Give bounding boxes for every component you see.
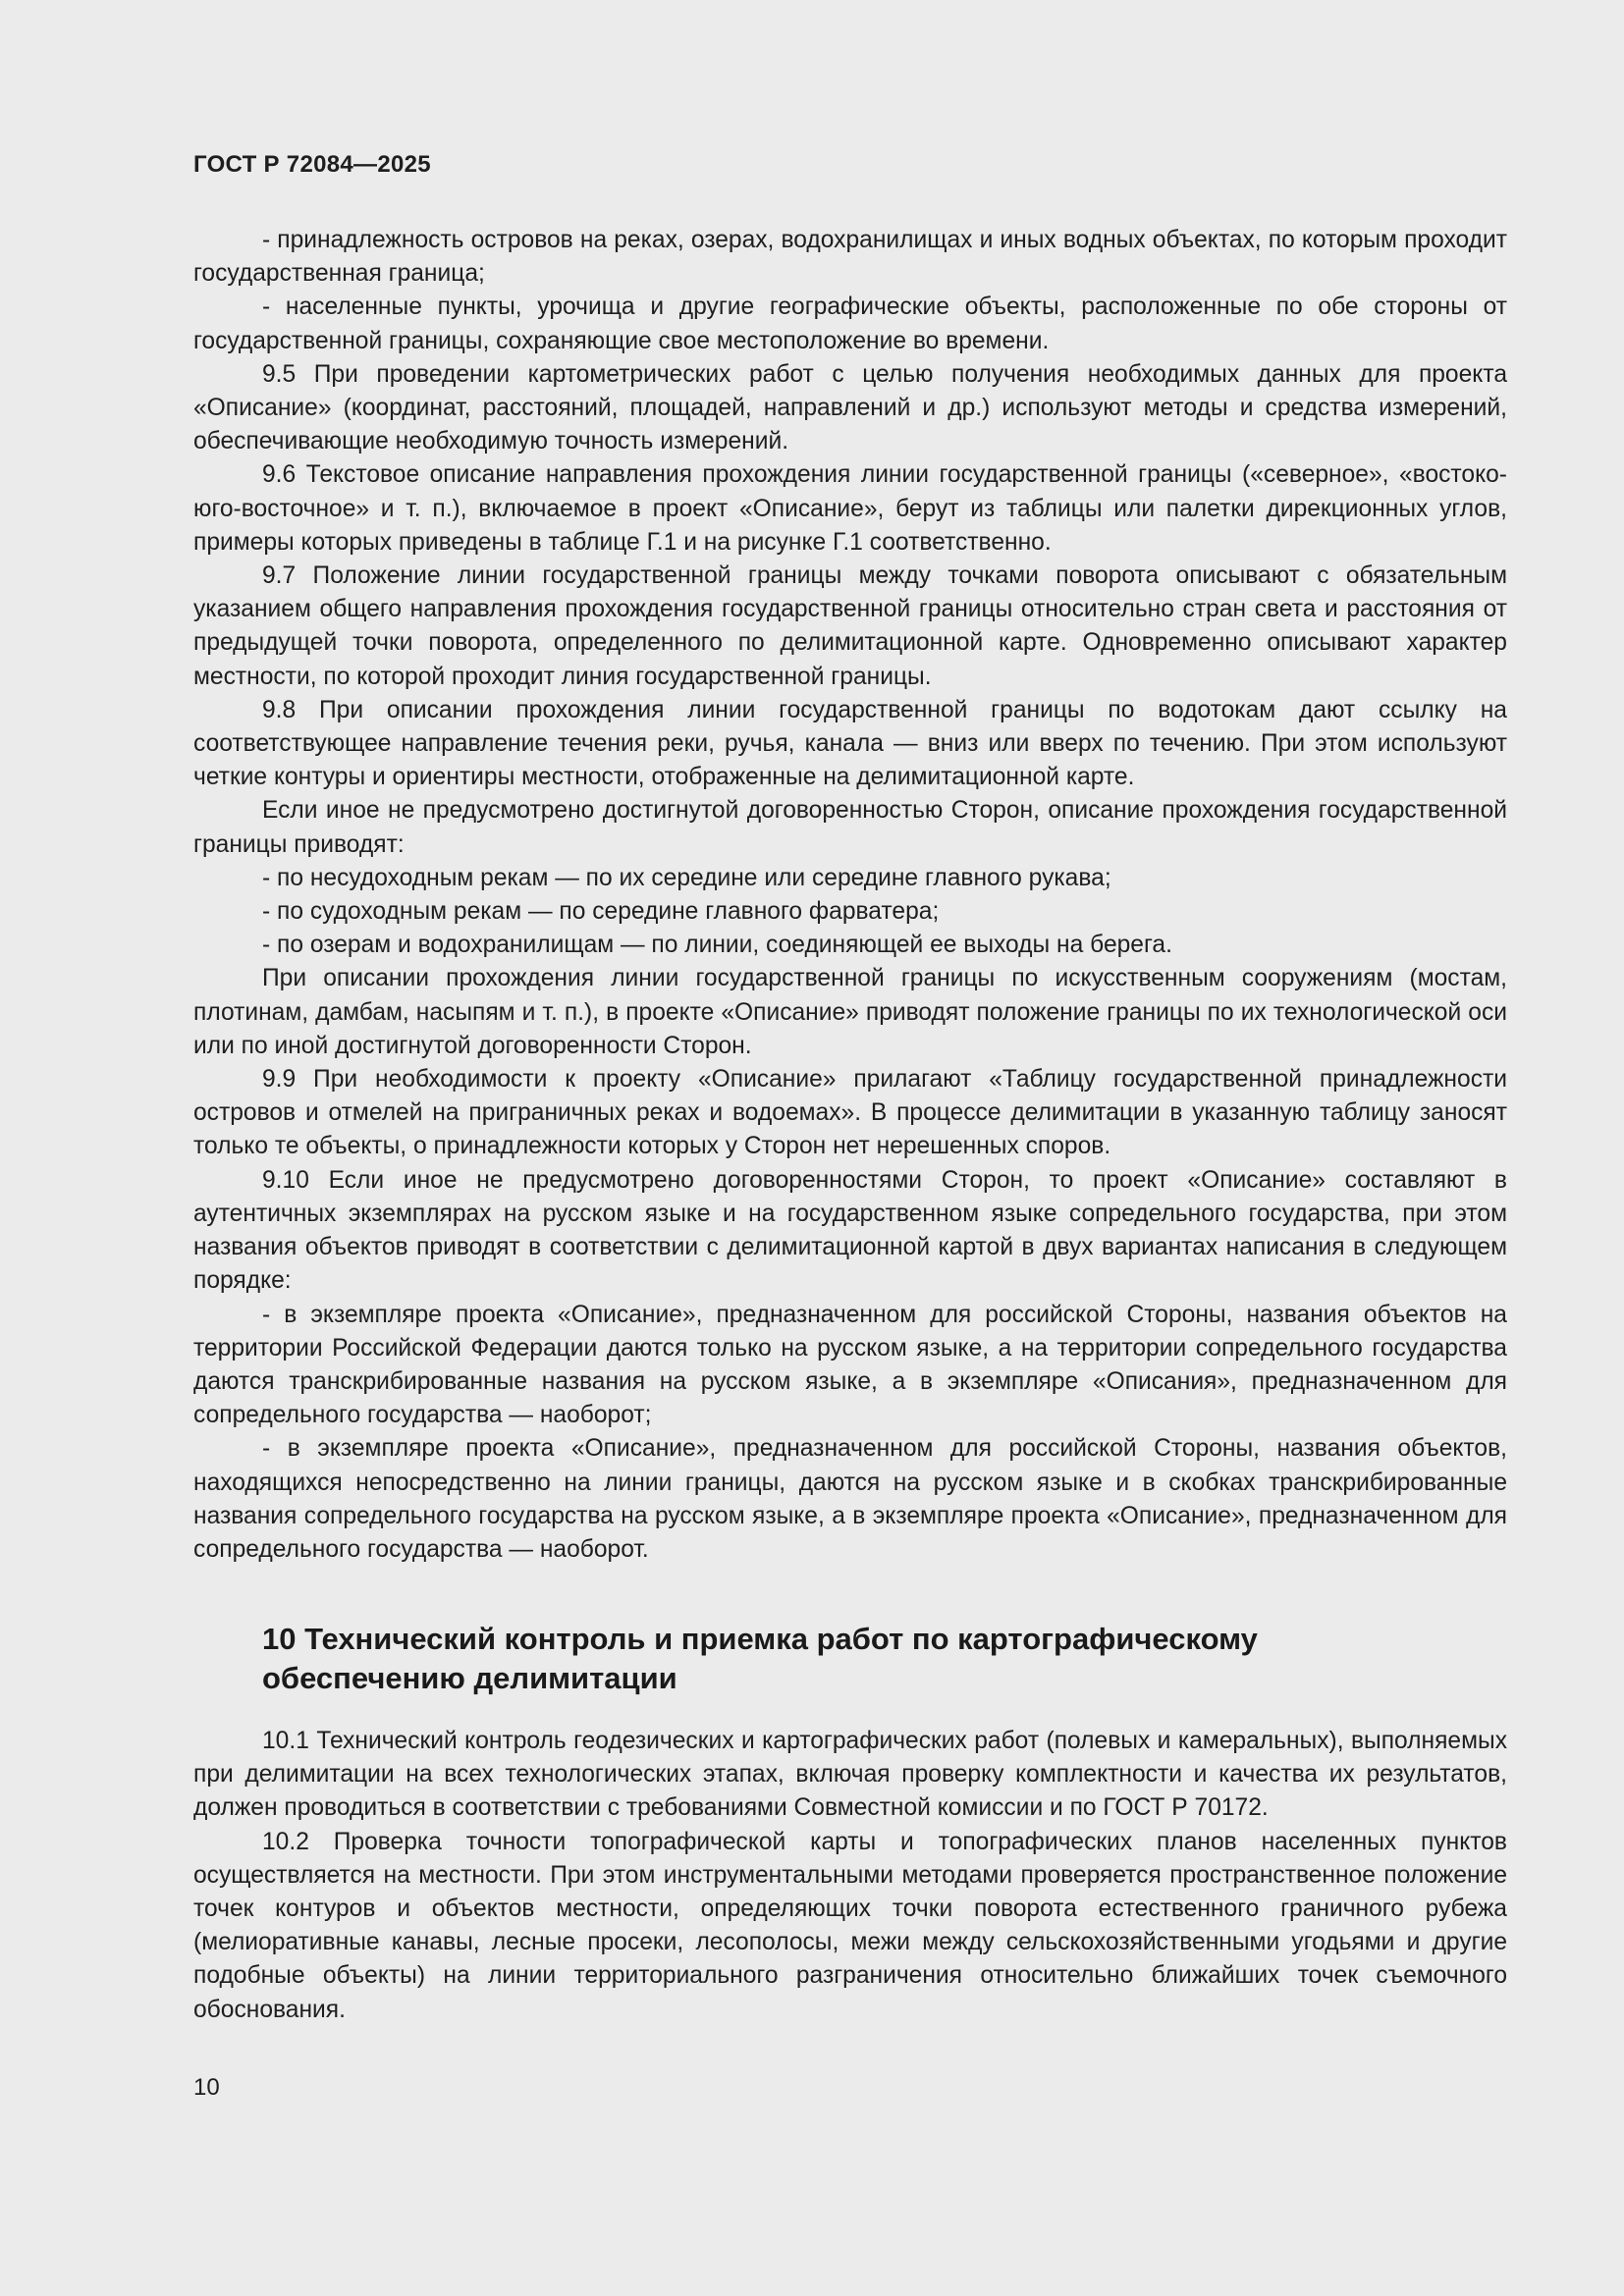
- paragraph-9-10: 9.10 Если иное не предусмотрено договоренностями Сторон, то проект «Описание» составляют в аутентичных экземплярах на русском языке и на государственном языке сопредельного государства, при этом названия объектов приводят в соответствии с делимитационной картой в двух вариантах написания в следующем порядке:: [193, 1166, 1507, 1295]
- list-item: - по несудоходным рекам — по их середине или середине главного рукава;: [262, 864, 1111, 891]
- paragraph-9-7: 9.7 Положение линии государственной границы между точками поворота описывают с обязательным указанием общего направления прохождения государственной границы относительно стран света и расстояния от предыдущей точки поворота, определенного по делимитационной карте. Одновременно описывают характер местности, по которой проходит линия государственной границы.: [193, 562, 1507, 690]
- paragraph: Если иное не предусмотрено достигнутой договоренностью Сторон, описание прохождения государственной границы приводят:: [193, 797, 1507, 858]
- paragraph-10-1: 10.1 Технический контроль геодезических и картографических работ (полевых и камеральных), выполняемых при делимитации на всех технологических этапах, включая проверку комплектности и качества их результатов, должен проводиться в соответствии с требованиями Совместной комиссии и по ГОСТ Р 70172.: [193, 1728, 1507, 1822]
- list-item: - по озерам и водохранилищам — по линии, соединяющей ее выходы на берега.: [262, 932, 1172, 959]
- paragraph: При описании прохождения линии государственной границы по искусственным сооружениям (мостам, плотинам, дамбам, насыпям и т. п.), в проекте «Описание» приводят положение границы по их технологической оси или по иной достигнутой договоренности Сторон.: [193, 965, 1507, 1059]
- page-number: 10: [193, 2074, 220, 2101]
- paragraph-9-8: 9.8 При описании прохождения линии государственной границы по водотокам дают ссылку на соответствующее направление течения реки, ручья, канала — вниз или вверх по течению. При этом используют четкие контуры и ориентиры местности, отображенные на делимитационной карте.: [193, 696, 1507, 791]
- paragraph-9-6: 9.6 Текстовое описание направления прохождения линии государственной границы («северное», «востоко-юго-восточное» и т. п.), включаемое в проект «Описание», берут из таблицы или палетки дирекционных углов, примеры которых приведены в таблице Г.1 и на рисунке Г.1 соответственно.: [193, 461, 1507, 556]
- section-9-body: [193, 224, 1507, 1567]
- list-item: - по судоходным рекам — по середине главного фарватера;: [262, 898, 940, 926]
- paragraph: - принадлежность островов на реках, озерах, водохранилищах и иных водных объектах, по которым проходит государственная граница;: [193, 227, 1507, 288]
- paragraph-9-5: 9.5 При проведении картометрических работ с целью получения необходимых данных для проекта «Описание» (координат, расстояний, площадей, направлений и др.) используют методы и средства измерений, обеспечивающие необходимую точность измерений.: [193, 360, 1507, 455]
- section-10-heading: 10 Технический контроль и приемка работ по картографическому обеспечению делимитации: [262, 1622, 1258, 1695]
- list-item: - в экземпляре проекта «Описание», предназначенном для российской Стороны, названия объектов, находящихся непосредственно на линии границы, даются на русском языке и в скобках транскрибированные названия сопредельного государства на русском языке, а в экземпляре проекта «Описание», предназначенном для сопредельного государства — наоборот.: [193, 1435, 1507, 1563]
- list-item: - в экземпляре проекта «Описание», предназначенном для российской Стороны, названия объектов на территории Российской Федерации даются только на русском языке, а на территории сопредельного государства даются транскрибированные названия на русском языке, а в экземпляре «Описания», предназначенном для сопредельного государства — наоборот;: [193, 1301, 1507, 1429]
- document-code-header: ГОСТ Р 72084—2025: [193, 151, 431, 178]
- section-10-body: [193, 1725, 1507, 2027]
- paragraph-9-9: 9.9 При необходимости к проекту «Описание» прилагают «Таблицу государственной принадлежности островов и отмелей на приграничных реках и водоемах». В процессе делимитации в указанную таблицу заносят только те объекты, о принадлежности которых у Сторон нет нерешенных споров.: [193, 1066, 1507, 1160]
- paragraph: - населенные пункты, урочища и другие географические объекты, расположенные по обе стороны от государственной границы, сохраняющие свое местоположение во времени.: [193, 294, 1507, 354]
- paragraph-10-2: 10.2 Проверка точности топографической карты и топографических планов населенных пунктов осуществляется на местности. При этом инструментальными методами проверяется пространственное положение точек контуров и объектов местности, определяющих точки поворота естественного граничного рубежа (мелиоративные канавы, лесные просеки, лесополосы, межи между сельскохозяйственными угодьями и другие подобные объекты) на линии территориального разграничения относительно ближайших точек съемочного обоснования.: [193, 1828, 1507, 2023]
